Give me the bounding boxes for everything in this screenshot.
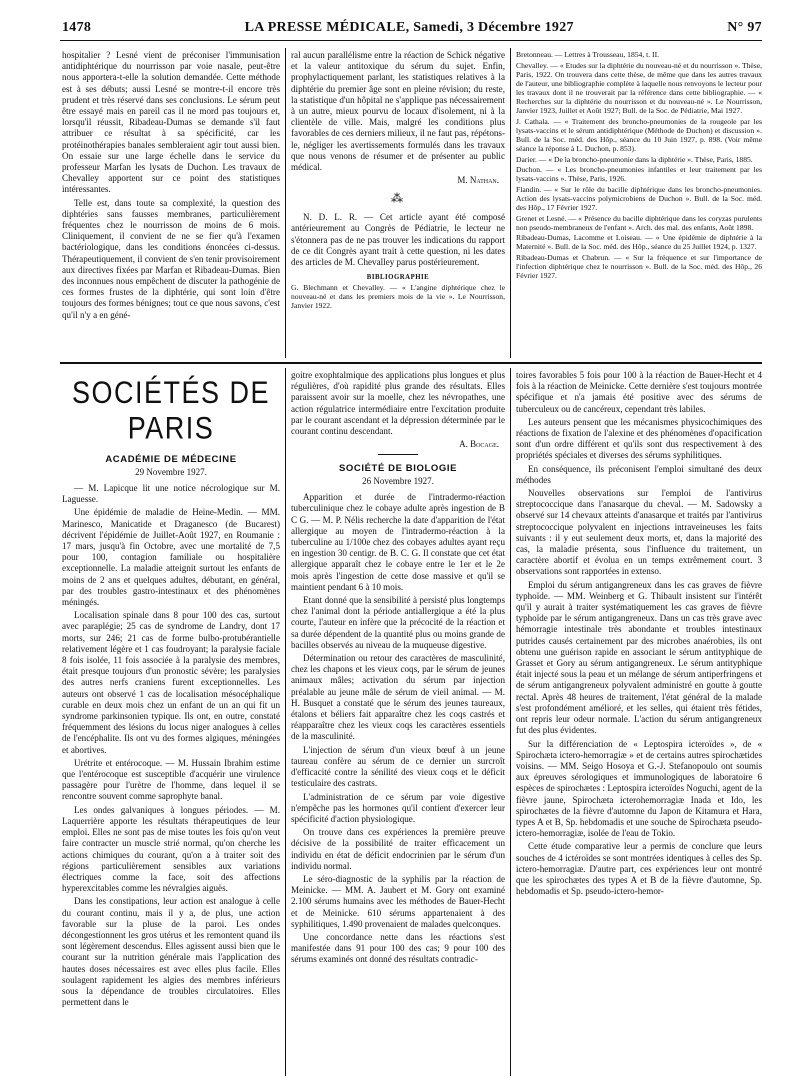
societes-column-2 xyxy=(291,370,505,1076)
column-rule xyxy=(285,368,286,1076)
bibliography-entry: Ribadeau-Dumas, Lacomme et Loiseau. — « Une épidémie de diphtérie à la Maternité ». Bull. de la Soc. méd. des Hôp., séance du 25 Juillet 1924, p. 1327. xyxy=(516,233,762,252)
paragraph: En conséquence, ils préconisent l'emploi simultané des deux méthodes xyxy=(516,463,762,485)
paragraph: goitre exophtalmique des applications plus longues et plus régulières, d'où rapidité plus grande des résultats. Elles paraissent avoir sur la moelle, chez les névropathes, une action régulatrice intermédiaire entre l'excitation produite par le courant ascendant et la dépression déterminée par le courant continu descendant. xyxy=(291,370,505,437)
bibliography-entry: Ribadeau-Dumas et Chabrun. — « Sur la fréquence et sur l'importance de l'infection diphtérique chez le nourrisson ». Bull. de la Soc. méd. des Hôp., 26 Février 1927. xyxy=(516,252,762,281)
biologie-heading: SOCIÉTÉ DE BIOLOGIE xyxy=(338,463,458,475)
paragraph: Nouvelles observations sur l'emploi de l'antivirus streptococcique dans l'anasarque du cheval. — M. Sadowsky a observé sur 14 chevaux atteints d'anasarque et traités par l'antivirus streptococcique polyvalent en injections intraveineuses les faits suivants : il y eut seulement deux morts, et, dans la majorité des cas, la maladie présenta, sous l'influence du traitement, un caractère abortif et évolua en un temps extrêmement court. 3 observations sont rapportées in extenso. xyxy=(516,488,762,577)
bibliography-entry: Bretonneau. — Lettres à Trousseau, 1854, t. II. xyxy=(516,50,659,59)
section-rule xyxy=(60,362,762,364)
column-rule xyxy=(285,48,286,358)
bibliography-entry: J. Cathala. — « Traitement des broncho-pneumonies de la rougeole par les lysats-vaccins et le sérum antidiphtérique (Méthode de Duchon) et discussion ». Bull. de la Soc. méd. des Hôp., séance du 10 Juin 1927, p. 898. (Voir même séance la réponse à L. Duchon, p. 853). xyxy=(516,116,762,153)
paragraph: Localisation spinale dans 8 pour 100 des cas, surtout avec paraplégie; 25 cas de syndrome de Landry, dont 17 morts, sur 246; 21 cas de forme bulbo-protubérantielle relativement légère et 1 cas foudroyant; la paralysie faciale 8 fois isolée, 11 fois associée à la paralysie des membres, était presque toujours d'un pronostic sévère; les paralysies des autres nerfs craniens furent exceptionnelles. Les auteurs ont observé 1 cas de localisation mésocéphalique curable en deux mois chez un enfant de un an qui fit un syndrome parkinsonien typique. Ils ont, en outre, constaté fréquemment des lésions du locus niger analogues à celles de l'encéphalite. Ils ont vu des formes algiques, méningées et abortives. xyxy=(62,610,280,755)
bibliography-heading: BIBLIOGRAPHIE xyxy=(366,274,430,282)
paragraph: Telle est, dans toute sa complexité, la question des diphtéries sans fausses membranes, particulièrement fréquentes chez le nourrisson de moins de 6 mois. Cliniquement, il convient de ne se fier qu'à l'examen bactériologique, dans les conditions énoncées ci-dessus. Thérapeutiquement, il convient de s'en tenir provisoirement aux directives fixées par Marfan et Ribadeau-Dumas. Bien des inconnues nous empêchent de discuter la pathogénie de ces formes frustes de la diphtérie, qui sont loin d'être toujours des formes bénignes; tout ce que nous savons, c'est qu'il n'y a en géné- xyxy=(62,197,280,320)
paragraph: Les ondes galvaniques à longues périodes. — M. Laquerrière apporte les résultats thérapeutiques de leur emploi. Elles ne sont pas de mise toutes les fois qu'on veut faire contracter un muscle strié normal, qu'on cherche les actions chimiques du courant, qu'on a à traiter soit des régions particulièrement sensibles aux variations électriques comme la face, soit des affections hyperexcitables comme les névralgies aiguës. xyxy=(62,804,280,894)
paragraph: hospitalier ? Lesné vient de préconiser l'immunisation antidiphtérique du nourrisson par voie nasale, peut-être nous apportera-t-elle la solution demandée. Cette méthode est à ses débuts; aussi Lesné se montre-t-il encore très prudent et très réservé dans ses conclusions. Le sérum peut être essayé mais en pareil cas il ne mord pas toujours et, lorsqu'il réussit, Ribadeau-Dumas se demande s'il faut attribuer ce résultat à sa spécificité, car les protéinothérapies banales sembleraient agir tout aussi bien. On essaie sur une large échelle dans le service du professeur Marfan les lysats de Duchon. Les travaux de Chevalley apportent sur ce point des statistiques intéressantes. xyxy=(62,50,280,195)
paragraph: On trouve dans ces expériences la première preuve décisive de la possibilité de traiter efficacement un individu en état de déficit endocrinien par le sérum d'un individu normal. xyxy=(291,827,505,871)
paragraph: Apparition et durée de l'intradermo-réaction tuberculinique chez le cobaye adulte après ingestion de B C G. — M. P. Nélis recherche la date d'apparition de l'état allergique au moyen de l'intradermo-réaction à la tuberculine au 1/100e chez des cobayes adultes ayant reçu en ingestion 30 centigr. de B. C. G. Il constate que cet état allergique apparaît chez le cobaye entre le 1er et le 2e mois après l'ingestion de cette dose massive et qu'il se maintient pendant 6 à 10 mois. xyxy=(291,492,505,592)
journal-title: LA PRESSE MÉDICALE, Samedi, 3 Décembre 1927 xyxy=(244,20,574,35)
column-rule xyxy=(510,48,511,358)
page-header xyxy=(62,20,762,38)
biologie-date: 26 Novembre 1927. xyxy=(362,476,434,487)
paragraph: L'administration de ce sérum par voie digestive n'empêche pas les hormones qu'il contient d'exercer leur spécificité d'action physiologique. xyxy=(291,791,505,824)
bibliography-entry: Darier. — « De la broncho-pneumonie dans la diphtérie ». Thèse, Paris, 1885. xyxy=(516,154,753,164)
paragraph: — M. Lapicque lit une notice nécrologique sur M. Laguesse. xyxy=(62,483,280,505)
paragraph: Emploi du sérum antigangreneux dans les cas graves de fièvre typhoïde. — MM. Weinberg et G. Thibault insistent sur l'intérêt qu'il y aurait à traiter systématiquement les cas graves de fièvre typhoïde par le sérum antigangreneux. Dans un cas très grave avec hémorragie intestinale très abondante et troubles intestinaux putrides causés certainement par des microbes anaérobies, ils ont obtenu une guérison rapide en associant le sérum antityphique de Grasset et Gory au sérum antigangreneux. Le sérum antityphique était injecté sous la peau et un mélange de sérum antiperfringens et de sérum antigangreneux polyvalent administré en goutte à goutte rectal. Après 48 heures de traitement, l'état général de la malade s'est profondément amélioré, et les selles, qui étaient très fétides, ont repris leur odeur normale. L'action du sérum antigangreneux fut des plus évidentes. xyxy=(516,579,762,736)
section-title: SOCIÉTÉS DE PARIS xyxy=(71,375,271,446)
paragraph: ral aucun parallélisme entre la réaction de Schick négative et la valeur antitoxique du sérum du sujet. Enfin, prophylactiquement parlant, les statistiques relatives à la diphtérie du premier âge sont en pleine révision; du reste, la statistique d'un hôpital ne s'applique pas nécessairement à un autre, mieux pourvu de locaux d'isolement, ni à la clientèle de ville. Mais, malgré les conditions plus favorables de ces derniers milieux, il ne faut pas, répétons-le, négliger les avertissements formulés dans les travaux que nous venons de résumer et de présenter au public médical. xyxy=(291,50,505,173)
divider xyxy=(378,454,418,455)
paragraph: Cette étude comparative leur a permis de conclure que leurs souches de 4 ictéroïdes se sont montrées identiques à celles des Sp. ictero-hemorragiæ. D'autre part, ces expériences leur ont montré que les spirochætes des types A et B de la fièvre d'automne, Sp. hebdomadis et Sp. pseudo-ictero-hemor- xyxy=(516,841,762,897)
paragraph: Le séro-diagnostic de la syphilis par la réaction de Meinicke. — MM. A. Jaubert et M. Gory ont examiné 2.100 sérums humains avec les méthodes de Bauer-Hecht et de Meinicke. 610 sérums appartenaient à des syphilitiques, 1.490 provenaient de malades quelconques. xyxy=(291,873,505,929)
page-number: 1478 xyxy=(62,20,92,35)
paragraph: Les auteurs pensent que les mécanismes physicochimiques des réactions de fixation de l'alexine et des phénomènes d'opacification sont d'un ordre différent et qu'ils sont dus respectivement à des propriétés spéciales et diverses des sérums syphilitiques. xyxy=(516,416,762,461)
top-column-3 xyxy=(516,50,762,356)
bibliography-entry: G. Blechmann et Chevalley. — « L'angine diphtérique chez le nouveau-né et dans les premiers mois de la vie ». Le Nourrisson, Janvier 1922. xyxy=(291,283,505,311)
author-signature: M. Nathan. xyxy=(457,175,499,186)
header-rule xyxy=(60,40,762,41)
paragraph: Dans les constipations, leur action est analogue à celle du courant continu, mais il y a, de plus, une action favorable sur la pluse de la paroi. Les ondes décongestionnent les gros utérus et les remontent quand ils sont légèrement descendus. Elles agissent aussi bien que le courant sur la nutrition générale mais l'application des hautes doses nécessaires est avec elles plus facile. Elles soulagent rapidement les algies des membres inférieurs sous la dépendance de troubles circulatoires. Elles permettent dans le xyxy=(62,896,280,1008)
asterism: ⁂ xyxy=(391,191,405,206)
academie-date: 29 Novembre 1927. xyxy=(135,467,207,477)
academie-heading: ACADÉMIE DE MÉDECINE xyxy=(105,454,237,465)
paragraph: Une concordance nette dans les réactions s'est manifestée dans 91 pour 100 des cas; 9 pour 100 des sérums examinés ont donné des résultats contradic- xyxy=(291,931,505,965)
paragraph: toires favorables 5 fois pour 100 à la réaction de Bauer-Hecht et 4 fois à la réaction de Meinicke. Cette dernière s'est toujours montrée spécifique et n'a jamais été positive avec des sérums de tuberculeux ou de cancéreux, cependant très labiles. xyxy=(516,370,762,414)
top-column-2 xyxy=(291,50,505,356)
column-rule xyxy=(510,368,511,1076)
paragraph: Urétrite et entérocoque. — M. Hussain Ibrahim estime que l'entérocoque est susceptible d'acquérir une virulence passagère pour l'urètre de l'homme, dans lequel il se rencontre souvent comme saprophyte banal. xyxy=(62,757,280,802)
paragraph: L'injection de sérum d'un vieux bœuf à un jeune taureau confère au sérum de ce dernier un surcroît d'efficacité contre la sénilité des vieux coqs et le déficit testiculaire des castrats. xyxy=(291,744,505,789)
paragraph: Détermination ou retour des caractères de masculinité, chez les chapons et les vieux coqs, par le sérum de jeunes animaux mâles; activation du sérum par injection préalable au jeune mâle de sérum de vieil animal. — M. H. Busquet a constaté que le sérum des jeunes taureaux, étalons et béliers fait apparaître chez les coqs castrés et réapparaître chez les vieux coqs les caractères essentiels de la masculinité. xyxy=(291,653,505,742)
paragraph: Une épidémie de maladie de Heine-Medin. — MM. Marinesco, Manicatide et Draganesco (de Bucarest) décrivent l'épidémie de Juillet-Août 1927, en Roumanie : 17 mars, jusqu'à fin Octobre, avec une mortalité de 7,5 pour 100, contagion familiale ou hospitalière exceptionnelle. La maladie atteignit surtout les enfants de moins de 2 ans et quelques adultes, débutant, en général, par des troubles gastro-intestinaux et des phénomènes méningés. xyxy=(62,507,280,608)
paragraph: Etant donné que la sensibilité à persisté plus longtemps chez l'animal dont la période antiallergique a été la plus courte, l'auteur en infère que la précocité de la réaction et sa durée dépendent de la quantité plus ou moins grande de bacilles observés au niveau de la muqueuse digestive. xyxy=(291,595,505,650)
bibliography-entry: Chevalley. — « Etudes sur la diphtérie du nouveau-né et du nourrisson ». Thèse, Paris, 1922. On trouvera dans cette thèse, de même que dans les autres travaux de l'auteur, une bibliographie complète à laquelle nous renvoyons le lecteur pour les travaux dont il ne trouverait par la référence dans cette bibliographie. — « Recherches sur la diphtérie du nourrisson et du nouveau-né ». Le Nourrisson, Janvier 1923, Juillet et Août 1927; Bull. de la Soc. de Pédiatrie, Mai 1927. xyxy=(516,60,762,116)
bibliography-entry: Grenet et Lesné. — « Présence du bacille diphtérique dans les coryzas purulents non pseudo-membraneux de l'enfant ». Arch. des mal. des enfants, Août 1898. xyxy=(516,213,762,232)
editor-note: N. D. L. R. — Cet article ayant été composé antérieurement au Congrès de Pédiatrie, le lecteur ne s'étonnera pas de ne pas trouver les indications du rapport de ce dit Congrès ayant trait à cette question, ni les dates des articles de M. Chevalley parus postérieurement. xyxy=(291,212,505,268)
paragraph: Sur la différenciation de « Leptospira icteroïdes », de « Spirochæta ictero-hemorragiæ » et de certains autres spirochætides voisins. — MM. Seigo Hosoya et G.-J. Stefanopoulo ont soumis aux épreuves sérologiques et immunologiques de laboratoire 6 espèces de spirochætes : Leptospira icteroïdes Noguchi, agent de la fièvre jaune, Spirochæta icterohemorragiæ Inada et Ido, les spirochætes de la fièvre d'automne du Japon de Kitamura et Hara, types A et B, Sp. hebdomadis et une souche de Spirochæta pseudo-ictero-hemorragiæ, isolée de l'eau de Tokio. xyxy=(516,738,762,839)
issue-number: N° 97 xyxy=(727,20,762,35)
bibliography-entry: Duchon. — « Les broncho-pneumonies infantiles et leur traitement par les lysats-vaccins ». Thèse, Paris, 1926. xyxy=(516,165,762,184)
top-column-1 xyxy=(62,50,280,356)
author-signature: A. Bocage. xyxy=(459,439,499,450)
societes-column-3 xyxy=(516,370,762,1076)
bibliography-entry: Flandin. — « Sur le rôle du bacille diphtérique dans les broncho-pneumonies. Action des lysats-vaccins polymicrobiens de Duchon ». Bull. de la Soc. méd. des Hôp., 17 Février 1927. xyxy=(516,184,762,212)
societes-column-1 xyxy=(62,370,280,1076)
